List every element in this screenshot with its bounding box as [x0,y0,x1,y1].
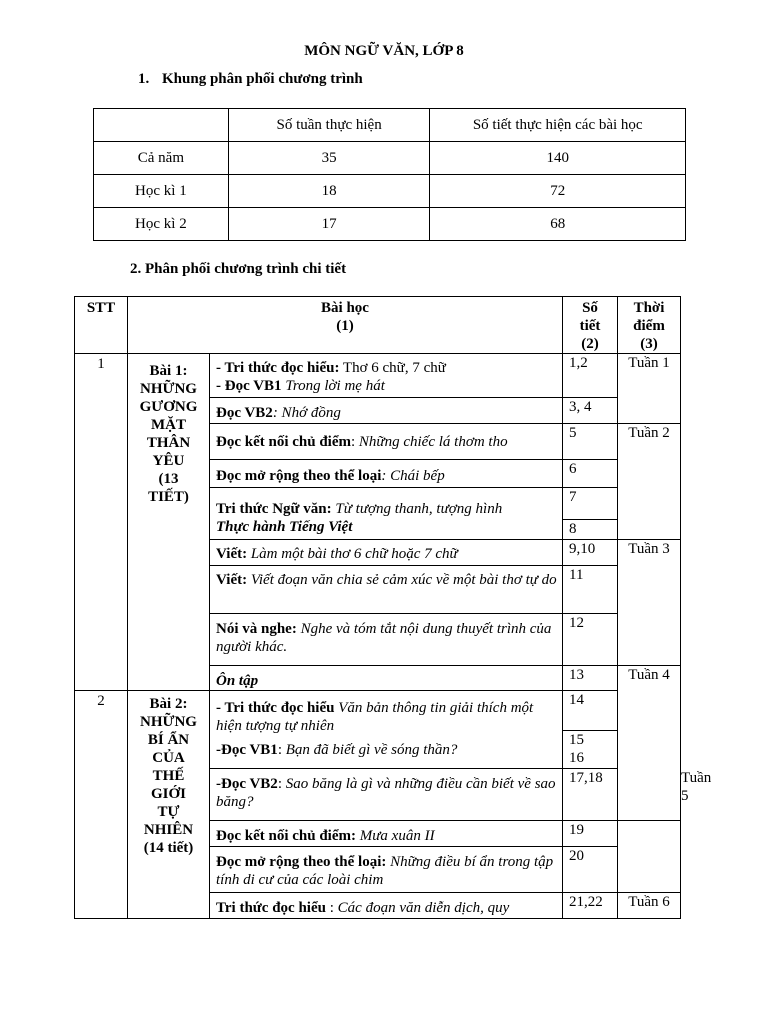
periods-cell: 8 [563,520,618,540]
lesson-name-line: GIỚI [150,786,186,802]
content-bold: Đọc kết nối chủ điểm [216,434,351,450]
content-bold-italic: Ôn tập [216,673,259,689]
content-bold: Tri thức đọc hiểu [216,900,326,916]
lesson-content [210,566,563,614]
content-bold: Viết: [216,546,248,562]
table-cell: Số tuần thực hiện [228,109,430,142]
lesson-name-line: NHỮNG [140,381,197,397]
stt-cell: 1 [75,354,128,691]
content-italic: Mưa xuân II [356,828,435,844]
table-header-row [75,297,681,354]
content-italic: Sao băng là gì và những điều cần biết về sao băng? [216,776,556,810]
content-italic: : Nhớ đồng [272,405,341,421]
lesson-name-cell [128,354,210,691]
lesson-name-cell [128,691,210,919]
content-italic: Nghe và tóm tắt nội dung thuyết trình của người khác. [216,621,552,655]
table-cell: 35 [228,142,430,175]
lesson-content [210,691,563,769]
periods-header-line: tiết [579,318,601,334]
table-row [94,208,686,241]
lesson-name-line: NHỮNG [140,714,197,730]
lesson-header-line: Bài học [321,300,369,316]
detailed-program-table [74,296,712,919]
lesson-content [210,424,563,460]
periods-cell: 14 [563,691,618,731]
content-bold: Đọc mở rộng theo thể loại: [216,854,387,870]
lesson-name-line: MẶT [151,417,186,433]
section-1-label: Khung phân phối chương trình [162,71,363,87]
periods-cell: 9,10 [563,540,618,566]
content-italic: Bạn đã biết gì về sóng thần? [285,742,458,758]
content-text: Thơ 6 chữ, 7 chữ [339,360,446,376]
lesson-name-line: TỰ [157,804,180,820]
content-bold: - Tri thức đọc hiểu: [216,360,340,376]
periods-cell: 17,18 [563,769,618,821]
periods-cell: 11 [563,566,618,614]
content-italic: Các đoạn văn diễn dịch, quy [337,900,510,916]
content-text: : [277,776,286,792]
stt-cell: 2 [75,691,128,919]
table-row [94,175,686,208]
lesson-content [210,893,563,919]
content-italic: Viết đoạn văn chia sẻ cảm xúc về một bài thơ tự do [247,572,557,588]
time-header-line: Thời [633,300,665,316]
content-bold: Tri thức Ngữ văn: [216,501,332,517]
content-bold: Đọc mở rộng theo thể loại [216,468,382,484]
lesson-content [210,488,563,540]
table-cell [94,109,229,142]
periods-header [563,297,618,354]
table-header-row [94,109,686,142]
content-line [216,377,558,395]
table-cell: Học kì 1 [94,175,229,208]
lesson-content [210,460,563,488]
table-cell: Số tiết thực hiện các bài học [430,109,686,142]
week-cell: Tuần 4 [618,666,681,821]
lesson-name-line: (14 tiết) [143,840,194,856]
periods-cell: 13 [563,666,618,691]
content-bold: - Tri thức đọc hiểu [216,700,335,716]
table-cell: 18 [228,175,430,208]
period-line: 15 [569,732,584,748]
week-cell: Tuần 1 [618,354,681,424]
lesson-content [210,821,563,847]
table-row [75,691,681,731]
table-cell: 17 [228,208,430,241]
periods-cell: 19 [563,821,618,847]
table-cell: 68 [430,208,686,241]
periods-cell: 5 [563,424,618,460]
content-bold: Đọc kết nối chủ điểm: [216,828,356,844]
lesson-content [210,540,563,566]
lesson-name-line: YÊU [152,453,185,469]
week-cell: Tuần 2 [618,424,681,540]
periods-header-line: (2) [581,336,599,352]
program-frame-table [93,108,686,241]
content-italic: : Chái bếp [381,468,445,484]
content-bold: Viết: [216,572,248,588]
lesson-name-line: (13 [158,471,179,487]
document-title: MÔN NGỮ VĂN, LỚP 8 [304,43,464,59]
content-italic: Những điều bí ẩn trong tập tính di cư của các loài chim [216,854,554,888]
lesson-content [210,398,563,424]
content-italic: Làm một bài thơ 6 chữ hoặc 7 chữ [247,546,458,562]
lesson-name-line: THẾ [152,768,185,784]
content-italic: Từ tượng thanh, tượng hình [331,501,503,517]
periods-cell [563,731,618,769]
lesson-header [128,297,563,354]
table-cell: Cả năm [94,142,229,175]
week-cell: Tuần 6 [618,893,681,919]
lesson-content [210,769,563,821]
time-header-line: (3) [640,336,658,352]
content-text: : [325,900,338,916]
period-line: 16 [569,750,584,766]
lesson-name-line: GƯƠNG [139,399,198,415]
table-cell: Học kì 2 [94,208,229,241]
periods-cell: 3, 4 [563,398,618,424]
lesson-name-line: TIẾT) [148,489,189,505]
section-1-number: 1. [138,71,150,87]
lesson-name-line: Bài 2: [149,696,188,712]
lesson-name-line: Bài 1: [149,363,188,379]
content-bold-italic: Thực hành Tiếng Việt [216,519,353,535]
content-bold: -Đọc VB2 [216,776,278,792]
table-row [94,142,686,175]
stt-header: STT [75,297,128,354]
section-2-heading: 2. Phân phối chương trình chi tiết [130,261,347,277]
content-bold: Nói và nghe: [216,621,297,637]
lesson-name-line: NHIÊN [143,822,194,838]
week-cell: Tuần 3 [618,540,681,666]
lesson-name-line: CỦA [152,750,185,766]
content-line [216,500,558,518]
content-line [216,699,558,735]
table-cell: 72 [430,175,686,208]
periods-cell: 20 [563,847,618,893]
section-1-heading [138,71,363,88]
table-cell: 140 [430,142,686,175]
content-line [216,741,558,759]
content-bold: Đọc VB2 [216,405,273,421]
content-italic: Văn bản thông tin giải thích một hiện tượng tự nhiên [216,700,534,734]
time-header-line: điểm [633,318,665,334]
content-italic: Những chiếc lá thơm tho [358,434,508,450]
content-line [216,518,558,536]
periods-cell: 7 [563,488,618,520]
periods-cell: 1,2 [563,354,618,398]
table-row: -Đọc VB2: Sao băng là gì và những điều cần biết về sao băng? 17,18 Tuần 5 [75,769,681,821]
lesson-content [210,354,563,398]
lesson-name-line: THÂN [146,435,191,451]
content-text: : [351,434,359,450]
periods-cell: 6 [563,460,618,488]
lesson-content [210,666,563,691]
lesson-content [210,614,563,666]
periods-header-line: Số [582,300,598,316]
content-italic: Trong lời mẹ hát [281,378,385,394]
content-bold: - Đọc VB1 [216,378,282,394]
content-text: : [277,742,286,758]
content-bold: -Đọc VB1 [216,742,278,758]
lesson-name-line: BÍ ẨN [147,732,190,748]
time-header [618,297,681,354]
table-row [75,354,681,398]
lesson-content [210,847,563,893]
periods-cell: 12 [563,614,618,666]
content-line [216,359,558,377]
lesson-header-line: (1) [336,318,354,334]
periods-cell: 21,22 [563,893,618,919]
